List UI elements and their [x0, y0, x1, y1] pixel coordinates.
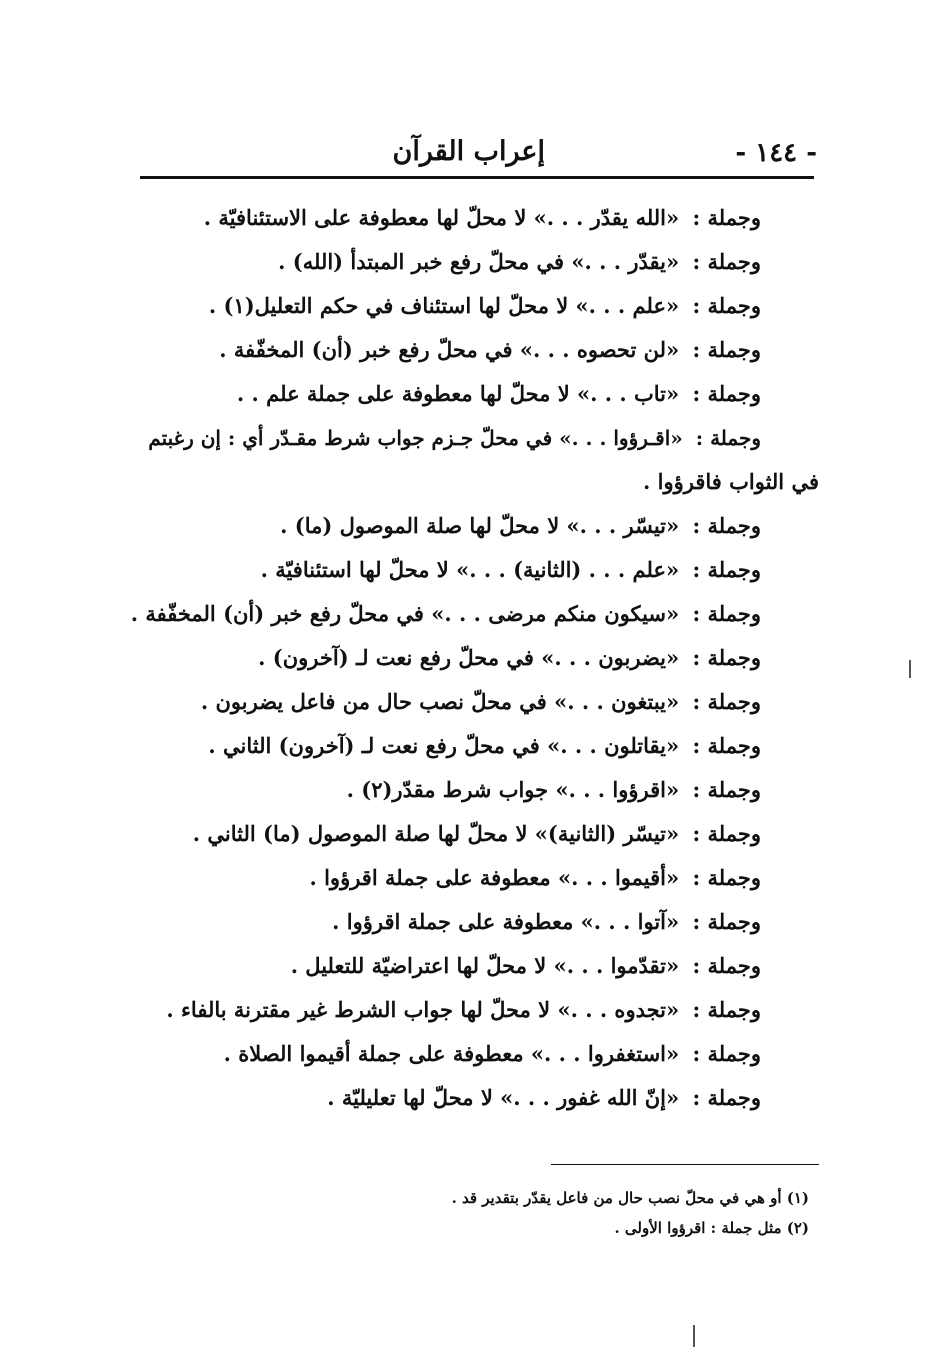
line-text: «علم . . .» لا محلّ لها استئناف في حكم التعليل(١) .: [208, 293, 680, 318]
line-lead: وجملة :: [692, 997, 761, 1022]
text-line: [130, 856, 819, 900]
page-header: [140, 130, 817, 174]
line-lead: وجملة :: [692, 733, 761, 758]
text-line: [130, 900, 819, 944]
book-title: إعراب القرآن: [392, 136, 545, 167]
line-text: «استغفروا . . .» معطوفة على جملة أقيموا الصلاة .: [223, 1041, 680, 1066]
line-lead: وجملة :: [692, 909, 761, 934]
line-text: «لن تحصوه . . .» في محلّ رفع خبر (أن) المخفّفة .: [219, 337, 680, 362]
line-text: «الله يقدّر . . .» لا محلّ لها معطوفة على الاستئنافيّة .: [203, 205, 680, 230]
line-lead: وجملة :: [692, 821, 761, 846]
line-text: في الثواب فاقرؤوا .: [643, 469, 819, 494]
line-lead: وجملة :: [692, 557, 761, 582]
line-lead: وجملة :: [692, 205, 761, 230]
line-lead: وجملة :: [692, 249, 761, 274]
line-lead: وجملة :: [692, 293, 761, 318]
footnote-rule: [551, 1164, 819, 1165]
text-line: [130, 944, 819, 988]
text-line: [130, 812, 819, 856]
text-line: [130, 592, 819, 636]
text-line: [130, 328, 819, 372]
line-text: «سيكون منكم مرضى . . .» في محلّ رفع خبر (أن) المخفّفة .: [130, 601, 680, 626]
line-text: «يبتغون . . .» في محلّ نصب حال من فاعل يضربون .: [200, 689, 680, 714]
text-line: [130, 768, 819, 812]
header-rule: [140, 176, 814, 179]
line-text: «تجدوه . . .» لا محلّ لها جواب الشرط غير مقترنة بالفاء .: [166, 997, 680, 1022]
text-line: [130, 196, 819, 240]
text-line: [130, 724, 819, 768]
line-text: «تيسّر (الثانية)» لا محلّ لها صلة الموصول (ما) الثاني .: [192, 821, 680, 846]
line-text: «اقـرؤوا . . .» في محلّ جـزم جواب شرط مقـدّر أي : إن رغبتم: [148, 426, 683, 450]
text-line: [130, 284, 819, 328]
text-line: [130, 680, 819, 724]
line-text: «إنّ الله غفور . . .» لا محلّ لها تعليليّة .: [327, 1085, 680, 1110]
line-text: «أقيموا . . .» معطوفة على جملة اقرؤوا .: [309, 865, 680, 890]
text-line: [130, 416, 819, 460]
text-line: [130, 1076, 819, 1120]
line-lead: وجملة :: [692, 1041, 761, 1066]
footnote: (٢) مثل جملة : اقرؤوا الأولى .: [614, 1219, 809, 1237]
scan-speck: [693, 1325, 695, 1347]
scan-speck: [909, 660, 911, 678]
text-line: [130, 372, 819, 416]
line-text: «علم . . . (الثانية) . . .» لا محلّ لها استئنافيّة .: [260, 557, 680, 582]
line-lead: وجملة :: [692, 513, 761, 538]
line-text: «تيسّر . . .» لا محلّ لها صلة الموصول (ما) .: [280, 513, 680, 538]
line-text: «اقرؤوا . . .» جواب شرط مقدّر(٢) .: [346, 777, 680, 802]
text-line: [130, 988, 819, 1032]
page-number: - ١٤٤ -: [735, 138, 817, 168]
line-text: «يقدّر . . .» في محلّ رفع خبر المبتدأ (الله) .: [278, 249, 680, 274]
text-line: [130, 548, 819, 592]
text-line: [130, 504, 819, 548]
line-lead: وجملة :: [692, 645, 761, 670]
line-lead: وجملة :: [692, 953, 761, 978]
line-lead: وجملة :: [695, 426, 761, 450]
line-text: «تقدّموا . . .» لا محلّ لها اعتراضيّة للتعليل .: [290, 953, 680, 978]
line-text: «يقاتلون . . .» في محلّ رفع نعت لـ (آخرون) الثاني .: [208, 733, 680, 758]
line-lead: وجملة :: [692, 865, 761, 890]
line-lead: وجملة :: [692, 777, 761, 802]
page-body: [130, 196, 819, 1120]
line-lead: وجملة :: [692, 337, 761, 362]
footnotes: [300, 1183, 809, 1243]
text-line-continuation: [130, 460, 819, 504]
line-lead: وجملة :: [692, 381, 761, 406]
line-text: «تاب . . .» لا محلّ لها معطوفة على جملة علم . .: [236, 381, 680, 406]
line-lead: وجملة :: [692, 689, 761, 714]
line-lead: وجملة :: [692, 1085, 761, 1110]
line-text: «يضربون . . .» في محلّ رفع نعت لـ (آخرون) .: [258, 645, 680, 670]
text-line: [130, 636, 819, 680]
footnote: (١) أو هي في محلّ نصب حال من فاعل يقدّر بتقدير قد .: [451, 1189, 809, 1207]
line-lead: وجملة :: [692, 601, 761, 626]
line-text: «آتوا . . .» معطوفة على جملة اقرؤوا .: [332, 909, 680, 934]
text-line: [130, 1032, 819, 1076]
text-line: [130, 240, 819, 284]
